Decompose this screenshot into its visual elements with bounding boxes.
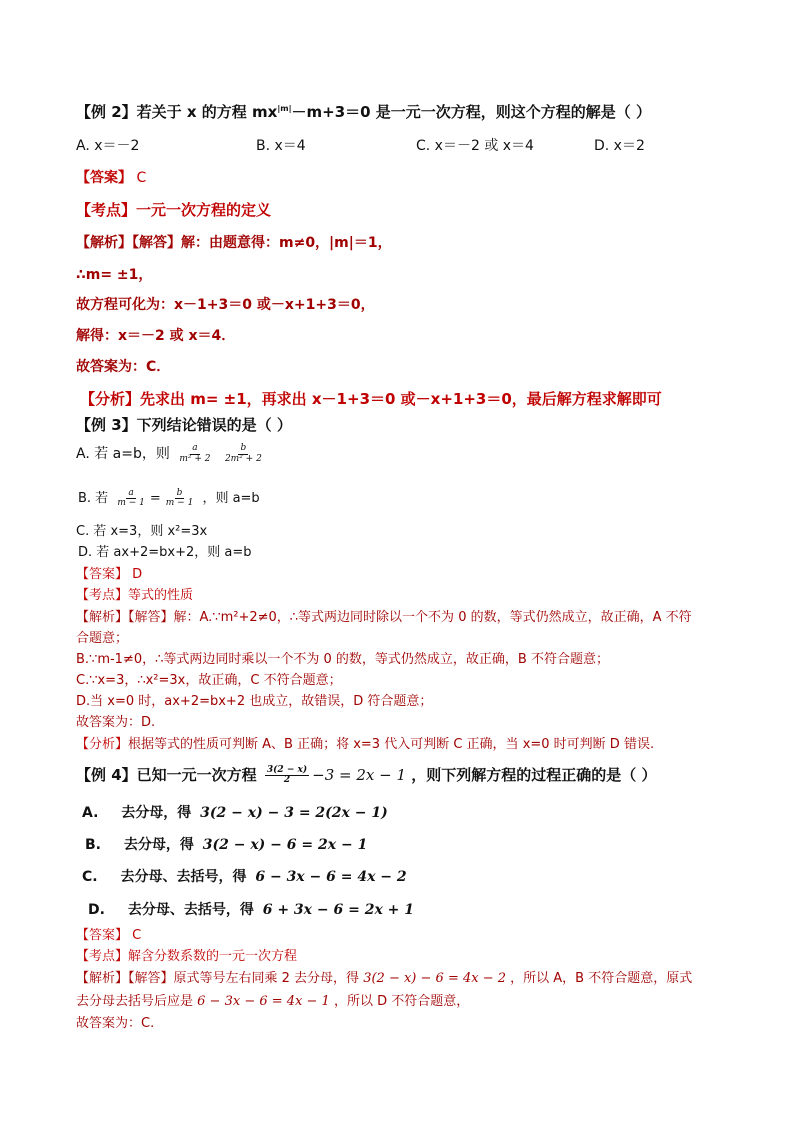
ex2-option-b: B. x＝4: [256, 138, 306, 154]
ex3-option-a: A. 若 a=b，则 $\frac{a}{\text{m² + 2}}$ $\frac{b}{\text{2m² + 2}}$: [76, 443, 262, 464]
ex4-analysis-line-3: 故答案为：C.: [76, 1016, 155, 1031]
ex4-answer: 【答案】 C: [76, 928, 142, 943]
ex2-option-d: D. x＝2: [594, 138, 645, 154]
ex2-analysis-line-4: 解得：x＝－2 或 x＝4．: [76, 328, 236, 344]
ex3-knowledge-point: 【考点】等式的性质: [76, 588, 194, 603]
ex3-answer: 【答案】 D: [76, 567, 143, 582]
ex2-option-a: A. x＝－2: [76, 138, 140, 154]
ex2-knowledge-point: 【考点】一元一次方程的定义: [76, 201, 272, 219]
ex3-question: 【例 3】下列结论错误的是（ ）: [76, 416, 292, 434]
ex2-fenxi: 【分析】先求出 m= ±1，再求出 x－1+3＝0 或－x+1+3＝0，最后解方程求解即可: [80, 390, 662, 408]
ex3-option-b: B. 若 $\frac{a}{m - 1}$ = $\frac{b}{m - 1}$ ，则 a=b: [78, 487, 260, 508]
ex2-analysis-line-2: ∴m= ±1，: [76, 267, 153, 283]
ex2-analysis-line-1: 【解析】【解答】解：由题意得：m≠0，|m|＝1，: [76, 235, 392, 251]
ex4-question: 【例 4】已知一元一次方程 $\frac{3(2 - x)}{2}$ −3 = 2x − 1 ，则下列解方程的过程正确的是（ ）: [76, 764, 657, 785]
ex4-knowledge-point: 【考点】解含分数系数的一元一次方程: [76, 949, 298, 964]
ex3-option-b-fraction-1: $\frac{a}{m - 1}$: [117, 487, 145, 508]
ex3-option-d: D. 若 ax+2=bx+2，则 a=b: [78, 545, 252, 560]
ex3-option-a-fraction-1: $\frac{a}{\text{m² + 2}}$: [179, 443, 211, 464]
ex3-option-c: C. 若 x=3，则 x²=3x: [76, 524, 208, 539]
ex2-option-c: C. x＝－2 或 x＝4: [416, 138, 534, 154]
ex3-option-b-fraction-2: $\frac{b}{m - 1}$: [165, 487, 194, 508]
ex3-analysis-line-4: C.∵x=3，∴x²=3x，故正确，C 不符合题意；: [76, 673, 342, 688]
ex3-analysis-line-2: 合题意；: [76, 631, 129, 646]
ex2-answer: 【答案】 C: [76, 170, 147, 186]
ex4-option-a: A. 去分母，得 3(2 − x) − 3 = 2(2x − 1): [82, 805, 388, 821]
ex3-fenxi: 【分析】根据等式的性质可判断 A、B 正确；将 x=3 代入可判断 C 正确，当 x=0 时可判断 D 错误.: [76, 737, 655, 752]
ex2-analysis-line-3: 故方程可化为：x－1+3＝0 或－x+1+3＝0，: [76, 297, 375, 313]
ex4-analysis-line-2: 去分母去括号后应是 6 − 3x − 6 = 4x − 1 ，所以 D 不符合题意，: [76, 994, 470, 1009]
ex4-option-b: B. 去分母，得 3(2 − x) − 6 = 2x − 1: [85, 837, 368, 853]
ex4-question-fraction: $\frac{3(2 - x)}{2}$: [266, 764, 308, 785]
ex3-option-a-fraction-2: $\frac{b}{\text{2m² + 2}}$: [224, 443, 262, 464]
ex3-analysis-line-5: D.当 x=0 时，ax+2=bx+2 也成立，故错误，D 符合题意；: [76, 694, 433, 709]
ex4-analysis-line-1: 【解析】【解答】原式等号左右同乘 2 去分母，得 3(2 − x) − 6 = 4x − 2 ，所以 A，B 不符合题意，原式: [76, 971, 693, 986]
ex3-analysis-line-6: 故答案为：D.: [76, 715, 156, 730]
ex3-analysis-line-1: 【解析】【解答】解：A.∵m²+2≠0，∴等式两边同时除以一个不为 0 的数，等式仍然成立，故正确，A 不符: [76, 610, 692, 625]
ex3-analysis-line-3: B.∵m-1≠0，∴等式两边同时乘以一个不为 0 的数，等式仍然成立，故正确，B 不符合题意；: [76, 652, 609, 667]
ex4-option-d: D. 去分母、去括号，得 6 + 3x − 6 = 2x + 1: [88, 902, 415, 918]
ex2-question: 【例 2】若关于 x 的方程 $mx^{|m|}-m+3=0$ 是一元一次方程，则这个方程的解是（ ）: [76, 103, 652, 121]
ex4-option-c: C. 去分母、去括号，得 6 − 3x − 6 = 4x − 2: [82, 869, 407, 885]
ex2-analysis-line-5: 故答案为：C．: [76, 359, 171, 375]
